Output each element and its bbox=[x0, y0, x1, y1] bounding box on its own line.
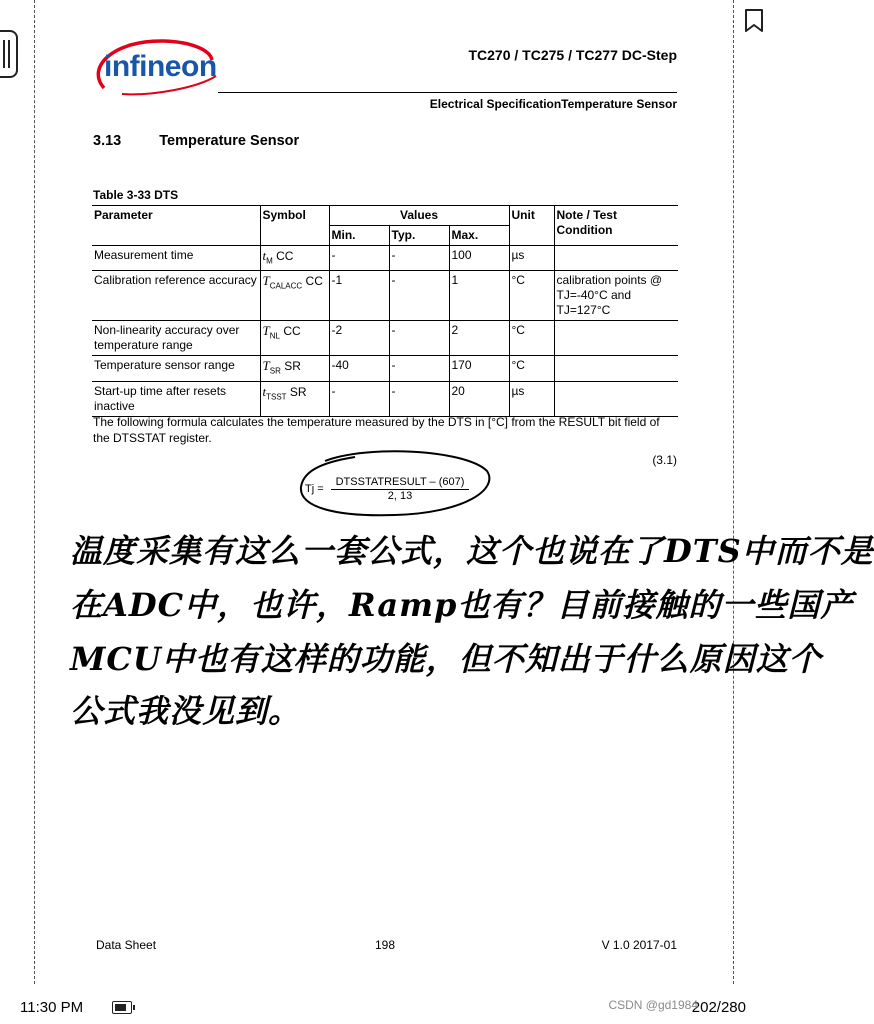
cell-symbol bbox=[260, 246, 329, 271]
col-header-max: Max. bbox=[449, 226, 509, 246]
symbol-letter: T bbox=[262, 323, 270, 339]
col-header-values: Values bbox=[329, 206, 509, 226]
logo-wordmark: infineon bbox=[104, 50, 217, 83]
section-heading bbox=[93, 133, 299, 149]
cell-parameter: Measurement time bbox=[92, 246, 260, 271]
cell-parameter: Temperature sensor range bbox=[92, 356, 260, 381]
cell-unit: °C bbox=[509, 356, 554, 381]
page-counter: 202/280 bbox=[691, 999, 746, 1016]
battery-icon bbox=[112, 1001, 132, 1014]
cell-note bbox=[554, 356, 678, 381]
section-heading-title: Temperature Sensor bbox=[159, 133, 300, 149]
cell-min: -1 bbox=[329, 271, 389, 321]
col-header-parameter: Parameter bbox=[92, 206, 260, 246]
footer-version: V 1.0 2017-01 bbox=[601, 938, 677, 952]
handle-icon bbox=[3, 40, 5, 68]
symbol-class: CC bbox=[283, 324, 301, 339]
symbol-subscript: TSST bbox=[266, 392, 287, 402]
symbol-letter: t bbox=[262, 383, 267, 399]
footer-page-number: 198 bbox=[375, 938, 396, 952]
table-row bbox=[92, 246, 678, 271]
col-header-typ: Typ. bbox=[389, 226, 449, 246]
csdn-watermark: CSDN @gd1984 bbox=[608, 998, 698, 1012]
symbol-class: SR bbox=[284, 359, 301, 374]
symbol-subscript: CALACC bbox=[269, 281, 303, 291]
cell-max: 100 bbox=[449, 246, 509, 271]
side-panel-toggle[interactable] bbox=[0, 30, 18, 78]
col-header-min: Min. bbox=[329, 226, 389, 246]
infineon-logo bbox=[92, 38, 222, 96]
table-row bbox=[92, 381, 678, 416]
formula-denominator: 2, 13 bbox=[387, 490, 413, 502]
symbol-class: CC bbox=[305, 274, 323, 289]
handwritten-note-line-1: 温度采集有这么一套公式，这个也说在了DTS中而不是 bbox=[70, 532, 874, 570]
header-divider bbox=[218, 92, 677, 93]
page-edge-left bbox=[34, 0, 35, 984]
cell-unit: °C bbox=[509, 321, 554, 356]
cell-typ: - bbox=[389, 246, 449, 271]
cell-parameter: Calibration reference accuracy bbox=[92, 271, 260, 321]
product-title: TC270 / TC275 / TC277 DC-Step bbox=[468, 47, 677, 63]
symbol-letter: T bbox=[262, 273, 270, 289]
symbol-subscript: M bbox=[266, 256, 273, 266]
col-header-note: Note / Test Condition bbox=[554, 206, 678, 246]
cell-min: -40 bbox=[329, 356, 389, 381]
symbol-letter: t bbox=[262, 248, 267, 263]
symbol-subscript: SR bbox=[269, 366, 281, 376]
cell-typ: - bbox=[389, 271, 449, 321]
table-row bbox=[92, 321, 678, 356]
cell-max: 20 bbox=[449, 381, 509, 416]
cell-symbol bbox=[260, 356, 329, 381]
cell-min: - bbox=[329, 381, 389, 416]
cell-note bbox=[554, 246, 678, 271]
cell-symbol bbox=[260, 321, 329, 356]
cell-symbol bbox=[260, 271, 329, 321]
col-header-unit: Unit bbox=[509, 206, 554, 246]
formula-lhs: Tj = bbox=[305, 483, 324, 495]
bookmark-icon[interactable] bbox=[743, 8, 765, 34]
table-caption: Table 3-33 DTS bbox=[93, 188, 179, 202]
cell-min: - bbox=[329, 246, 389, 271]
handle-icon bbox=[8, 40, 10, 68]
symbol-class: CC bbox=[276, 249, 294, 263]
formula-fraction bbox=[331, 476, 469, 502]
page-edge-right bbox=[733, 0, 734, 984]
cell-unit: µs bbox=[509, 246, 554, 271]
cell-note bbox=[554, 321, 678, 356]
status-time: 11:30 PM bbox=[20, 999, 84, 1016]
footer-doc-type: Data Sheet bbox=[96, 938, 157, 952]
table-row bbox=[92, 356, 678, 381]
handwritten-note-line-3: MCU中也有这样的功能，但不知出于什么原因这个 bbox=[70, 640, 822, 678]
formula-numerator: DTSSTATRESULT – (607) bbox=[331, 476, 469, 490]
cell-note: calibration points @ TJ=-40°C and TJ=127°C bbox=[554, 271, 678, 321]
cell-unit: °C bbox=[509, 271, 554, 321]
dts-spec-table bbox=[92, 205, 678, 417]
cell-parameter: Non-linearity accuracy over temperature range bbox=[92, 321, 260, 356]
cell-typ: - bbox=[389, 356, 449, 381]
symbol-letter: T bbox=[262, 358, 270, 374]
cell-note bbox=[554, 381, 678, 416]
table-row bbox=[92, 271, 678, 321]
col-header-symbol: Symbol bbox=[260, 206, 329, 246]
cell-max: 2 bbox=[449, 321, 509, 356]
cell-max: 170 bbox=[449, 356, 509, 381]
cell-typ: - bbox=[389, 321, 449, 356]
cell-max: 1 bbox=[449, 271, 509, 321]
cell-parameter: Start-up time after resets inactive bbox=[92, 381, 260, 416]
handwritten-note-line-2: 在ADC中，也许，Ramp也有？目前接触的一些国产 bbox=[70, 586, 854, 624]
cell-symbol bbox=[260, 381, 329, 416]
equation-number: (3.1) bbox=[652, 453, 677, 467]
cell-unit: µs bbox=[509, 381, 554, 416]
cell-min: -2 bbox=[329, 321, 389, 356]
formula-description: The following formula calculates the temperature measured by the DTS in [°C] from the RESULT bit field of the DTSSTAT register. bbox=[93, 415, 660, 445]
symbol-class: SR bbox=[289, 384, 307, 399]
cell-typ: - bbox=[389, 381, 449, 416]
symbol-subscript: NL bbox=[269, 331, 280, 341]
section-title: Electrical SpecificationTemperature Sensor bbox=[429, 97, 677, 111]
handwritten-note-line-4: 公式我没见到。 bbox=[70, 692, 302, 730]
section-number: 3.13 bbox=[93, 133, 122, 149]
